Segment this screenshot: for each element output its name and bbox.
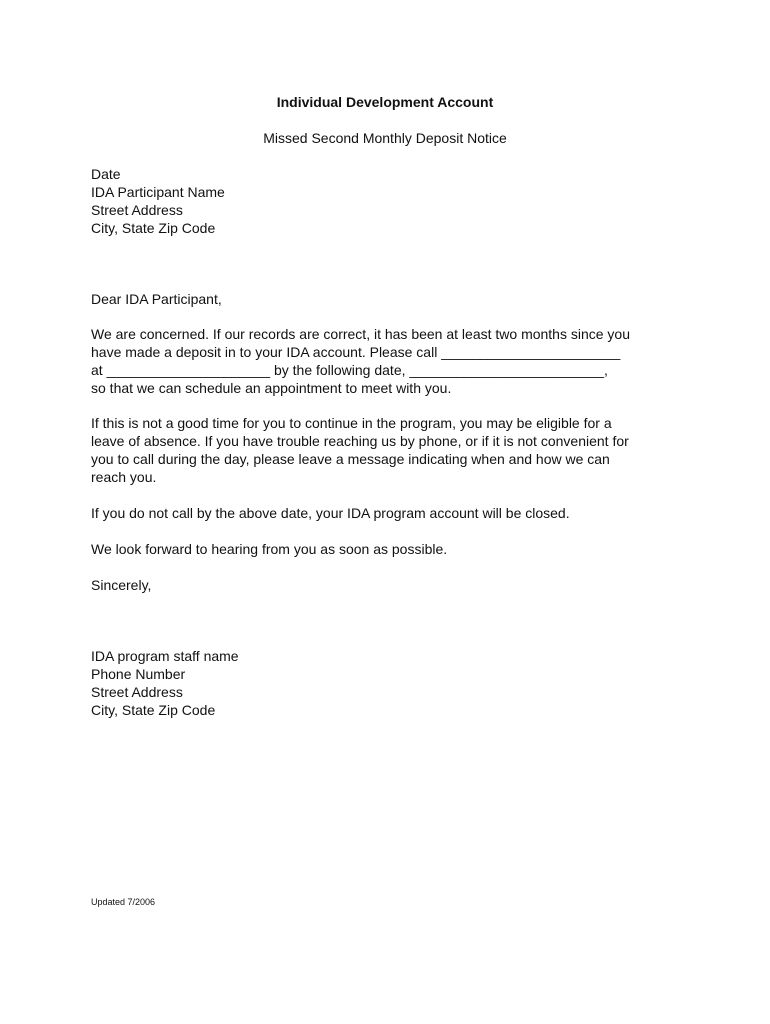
recipient-city: City, State Zip Code [91, 220, 216, 236]
recipient-name: IDA Participant Name [91, 184, 225, 200]
paragraph-line: We are concerned. If our records are correct, it has been at least two months since you [91, 326, 631, 342]
paragraph-line: so that we can schedule an appointment to meet with you. [91, 380, 452, 396]
sender-address-block [91, 647, 691, 719]
paragraph-look-forward: We look forward to hearing from you as soon as possible. [91, 541, 448, 557]
paragraph-line: you to call during the day, please leave a message indicating when and how we can [91, 451, 610, 467]
document-subtitle: Missed Second Monthly Deposit Notice [263, 130, 507, 146]
recipient-address-block [91, 165, 691, 237]
salutation: Dear IDA Participant, [91, 291, 222, 307]
sender-phone: Phone Number [91, 666, 186, 682]
sender-staff-name: IDA program staff name [91, 648, 239, 664]
footer-updated: Updated 7/2006 [91, 897, 156, 907]
recipient-street: Street Address [91, 202, 183, 218]
closing: Sincerely, [91, 577, 152, 593]
paragraph-line: at _____________________ by the following date, _________________________, [91, 362, 608, 378]
recipient-date: Date [91, 166, 121, 182]
sender-street: Street Address [91, 684, 183, 700]
paragraph-line: reach you. [91, 469, 157, 485]
paragraph-line: leave of absence. If you have trouble reaching us by phone, or if it is not convenient for [91, 433, 629, 449]
paragraph-leave-of-absence [91, 414, 691, 486]
sender-city: City, State Zip Code [91, 702, 216, 718]
document-title: Individual Development Account [276, 94, 494, 110]
paragraph-account-closed: If you do not call by the above date, your IDA program account will be closed. [91, 505, 570, 521]
paragraph-concern [91, 325, 691, 397]
paragraph-line: If this is not a good time for you to continue in the program, you may be eligible for a [91, 415, 612, 431]
paragraph-line: have made a deposit in to your IDA account. Please call _______________________ [91, 344, 621, 360]
